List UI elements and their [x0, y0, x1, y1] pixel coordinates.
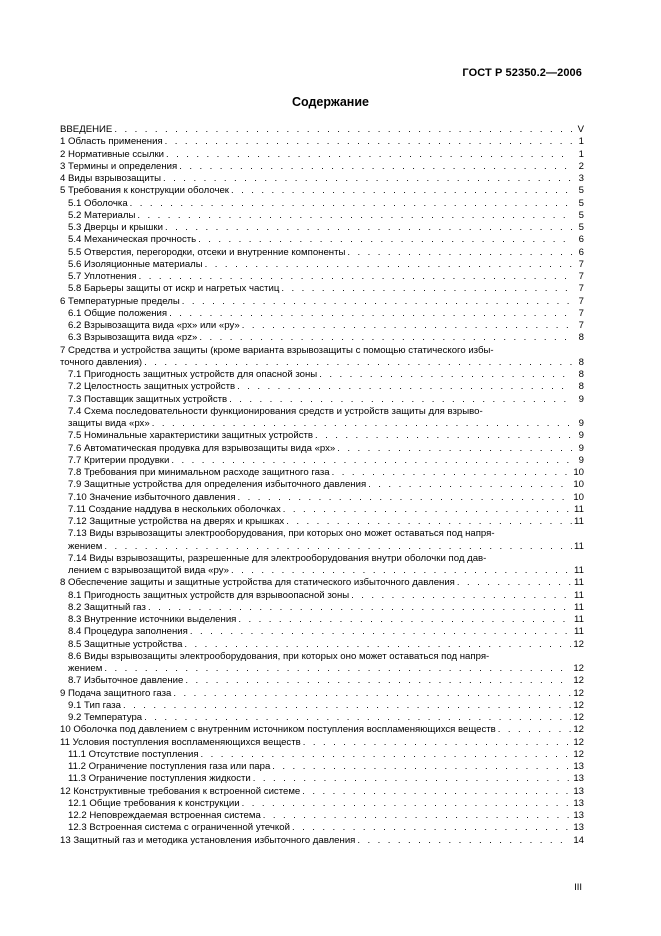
toc-entry-number: 7.14: [68, 552, 87, 564]
dot-leader: [104, 663, 571, 675]
toc-entry-title: Тип газа: [84, 699, 121, 711]
toc-entry-title: Требования при минимальном расходе защитного газа: [84, 467, 330, 478]
toc-entry[interactable]: [60, 345, 584, 370]
dot-leader: [231, 185, 572, 197]
toc-entry-number: 5.2: [68, 209, 82, 221]
toc-entry-number: 5.7: [68, 271, 82, 282]
toc-entry-page: 11: [574, 516, 584, 527]
dot-leader: [238, 492, 572, 504]
toc-entry-number: 7.2: [68, 381, 82, 393]
toc-entry-page: 8: [578, 381, 584, 393]
toc-entry[interactable]: [60, 675, 584, 687]
toc-entry-title: Защитные устройства для определения избыточного давления: [84, 479, 367, 491]
toc-entry-number: 11.1: [68, 748, 86, 760]
toc-entry-title: Защитный газ и методика установления избыточного давления: [73, 834, 356, 846]
toc-entry-number: 2: [60, 148, 66, 160]
toc-entry-title: Критерии продувки: [84, 454, 170, 466]
toc-entry[interactable]: [60, 443, 584, 455]
toc-entry-page: 11: [574, 626, 584, 638]
dot-leader: [171, 455, 572, 467]
toc-entry-page: 2: [578, 160, 584, 172]
toc-entry-title: Защитные устройства: [84, 638, 183, 650]
toc-entry-title-continued: лением с взрывозащитой вида «ру»: [68, 565, 229, 576]
toc-entry[interactable]: [60, 247, 584, 259]
toc-entry-number: 11.2: [68, 761, 86, 772]
dot-leader: [302, 786, 571, 798]
toc-entry-page: 1: [578, 136, 584, 148]
toc-entry-number: 12.2: [68, 810, 87, 821]
toc-entry-page: 7: [578, 271, 584, 282]
toc-entry-page: 11: [574, 565, 584, 576]
toc-entry-number: 11.3: [68, 773, 86, 785]
toc-entry[interactable]: [60, 271, 584, 283]
toc-entry-title: Конструктивные требования к встроенной системе: [73, 785, 301, 797]
toc-entry-number: 8.5: [68, 638, 82, 650]
toc-entry-number: 5.1: [68, 197, 82, 209]
toc-entry-number: 9.2: [68, 712, 82, 723]
toc-entry-page: 6: [578, 246, 584, 258]
toc-entry-page: 10: [573, 479, 584, 491]
toc-entry-title: Неповреждаемая встроенная система: [89, 810, 261, 821]
toc-entry[interactable]: [60, 479, 584, 491]
dot-leader: [286, 516, 572, 528]
toc-entry-number: 5.8: [68, 283, 82, 295]
toc-entry-title: Барьеры защиты от искр и нагретых частиц: [84, 283, 280, 295]
toc-entry[interactable]: [60, 712, 584, 724]
dot-leader: [272, 761, 571, 773]
toc-entry-page: 12: [573, 638, 584, 650]
toc-entry-title: Схема последовательности функционирования средств и устройств защиты для взрыво-: [84, 405, 483, 417]
toc-entry-number: 6.3: [68, 332, 82, 344]
dot-leader: [184, 639, 571, 651]
toc-entry-number: 6: [60, 295, 66, 307]
toc-entry-page: 12: [573, 675, 584, 687]
toc-entry-number: 8.1: [68, 589, 82, 601]
toc-entry-title: Встроенная система с ограниченной утечкой: [89, 822, 290, 834]
dot-leader: [173, 688, 571, 700]
toc-entry[interactable]: [60, 798, 584, 810]
toc-entry-number: 8.6: [68, 650, 82, 662]
toc-entry-number: 7.7: [68, 454, 82, 466]
toc-entry-page: 11: [574, 540, 584, 552]
toc-entry-page: 11: [574, 503, 584, 515]
toc-entry-page: 14: [573, 834, 584, 846]
toc-entry-number: 7.10: [68, 491, 87, 503]
toc-entry-page: 7: [578, 283, 584, 295]
dot-leader: [163, 173, 572, 185]
toc-entry-page: 10: [573, 491, 584, 503]
toc-entry-number: 7.11: [68, 503, 86, 515]
toc-entry[interactable]: [60, 467, 584, 479]
toc-entry-number: 9.1: [68, 699, 82, 711]
toc-entry[interactable]: [60, 185, 584, 197]
dot-leader: [139, 271, 572, 283]
dot-leader: [357, 835, 571, 847]
dot-leader: [242, 320, 572, 332]
toc-entry[interactable]: [60, 835, 584, 847]
toc-entry-title: Изоляционные материалы: [84, 258, 203, 270]
toc-entry-title: Избыточное давление: [84, 675, 184, 687]
dot-leader: [253, 773, 572, 785]
toc-entry-title: Номинальные характеристики защитных устройств: [84, 430, 313, 442]
toc-entry-title: Средства и устройства защиты (кроме варианта взрывозащиты с помощью статического избы-: [68, 344, 494, 356]
toc-entry[interactable]: [60, 773, 584, 785]
toc-entry-number: 7.1: [68, 369, 82, 380]
toc-entry-title: Область применения: [68, 136, 163, 148]
toc-entry-page: 8: [578, 332, 584, 344]
toc-entry-number: 5.3: [68, 222, 82, 233]
dot-leader: [498, 724, 572, 736]
toc-entry-title: Температурные пределы: [68, 295, 180, 307]
toc-entry-page: 13: [573, 810, 584, 821]
toc-entry[interactable]: [60, 749, 584, 761]
toc-title: Содержание: [291, 95, 369, 109]
toc-entry-page: 10: [573, 467, 584, 478]
toc-entry[interactable]: [60, 296, 584, 308]
toc-entry-title: Условия поступления воспламеняющихся веществ: [72, 736, 301, 748]
toc-entry[interactable]: [60, 173, 584, 185]
dot-leader: [137, 210, 572, 222]
toc-entry[interactable]: [60, 553, 584, 578]
page-number: III: [574, 882, 582, 893]
toc-entry[interactable]: [60, 149, 584, 161]
toc-entry-page: 5: [578, 197, 584, 209]
toc-entry-number: 9: [60, 687, 66, 699]
toc-entry[interactable]: [60, 124, 584, 136]
toc-entry-title: Подача защитного газа: [68, 687, 172, 699]
toc-entry-page: 9: [578, 393, 584, 405]
table-of-contents: [60, 124, 584, 847]
toc-entry-number: 7.12: [68, 516, 87, 527]
toc-entry[interactable]: [60, 492, 584, 504]
toc-entry-page: 9: [578, 418, 584, 429]
toc-entry[interactable]: [60, 577, 584, 589]
dot-leader: [205, 259, 572, 271]
toc-entry-title: Общие требования к конструкции: [89, 797, 240, 809]
dot-leader: [237, 381, 572, 393]
toc-entry[interactable]: [60, 430, 584, 442]
dot-leader: [337, 443, 572, 455]
dot-leader: [130, 198, 572, 210]
toc-entry-page: 5: [578, 222, 584, 233]
dot-leader: [281, 283, 572, 295]
dot-leader: [165, 222, 572, 234]
toc-entry-number: 8.4: [68, 626, 82, 638]
toc-entry-page: 7: [578, 307, 584, 319]
toc-entry-number: 5.5: [68, 246, 82, 258]
toc-entry-page: 11: [574, 601, 584, 613]
toc-entry-title-continued: жением: [68, 540, 103, 552]
toc-entry[interactable]: [60, 406, 584, 431]
toc-entry-number: 8.2: [68, 601, 82, 613]
toc-entry-page: 13: [573, 773, 584, 785]
toc-entry[interactable]: [60, 198, 584, 210]
toc-entry-page: 5: [578, 209, 584, 221]
toc-entry[interactable]: [60, 222, 584, 234]
toc-entry[interactable]: [60, 602, 584, 614]
toc-entry-title: Защитный газ: [84, 601, 146, 613]
dot-leader: [179, 161, 572, 173]
toc-entry-page: 9: [578, 442, 584, 454]
toc-entry-page: 9: [578, 454, 584, 466]
toc-entry-page: 12: [573, 724, 584, 736]
dot-leader: [166, 149, 572, 161]
dot-leader: [185, 675, 571, 687]
toc-entry-page: 13: [573, 761, 584, 772]
dot-leader: [231, 565, 572, 577]
toc-entry-number: 7.9: [68, 479, 82, 491]
toc-entry-page: 12: [573, 748, 584, 760]
toc-entry-number: 8: [60, 577, 66, 589]
toc-entry-title: Уплотнения: [84, 271, 137, 282]
toc-entry[interactable]: [60, 626, 584, 638]
toc-entry-title-continued: жением: [68, 663, 103, 674]
toc-entry[interactable]: [60, 308, 584, 320]
toc-entry-title: Обеспечение защиты и защитные устройства для статического избыточного давления: [68, 577, 455, 589]
toc-entry-title: Температура: [84, 712, 143, 723]
toc-entry[interactable]: [60, 614, 584, 626]
dot-leader: [242, 798, 572, 810]
toc-entry-title: Внутренние источники выделения: [84, 614, 237, 625]
dot-leader: [347, 247, 572, 259]
toc-entry-title: Материалы: [84, 209, 136, 221]
toc-entry[interactable]: [60, 394, 584, 406]
toc-entry-title: Оболочка под давлением с внутренним источником поступления воспламеняющихся веществ: [73, 724, 496, 736]
toc-entry-title: Процедура заполнения: [84, 626, 188, 638]
toc-entry[interactable]: [60, 283, 584, 295]
toc-entry[interactable]: [60, 320, 584, 332]
dot-leader: [368, 479, 571, 491]
toc-entry-page: 12: [573, 687, 584, 699]
toc-entry-page: 12: [573, 699, 584, 711]
toc-entry[interactable]: [60, 455, 584, 467]
dot-leader: [104, 541, 572, 553]
toc-entry-title: Виды взрывозащиты: [68, 173, 162, 184]
toc-entry-page: 13: [573, 797, 584, 809]
toc-entry-page: 3: [578, 173, 584, 184]
toc-entry-title: Взрывозащита вида «рz»: [84, 332, 198, 344]
toc-entry-page: 9: [578, 430, 584, 442]
toc-entry-title: Виды взрывозащиты электрооборудования, при которых оно может оставаться под напря-: [89, 528, 495, 540]
toc-entry-page: 8: [578, 369, 584, 380]
dot-leader: [182, 296, 572, 308]
toc-entry[interactable]: [60, 700, 584, 712]
toc-entry[interactable]: [60, 810, 584, 822]
dot-leader: [332, 467, 572, 479]
dot-leader: [283, 504, 572, 516]
toc-entry-number: 8.3: [68, 614, 82, 625]
toc-entry-number: 7.6: [68, 442, 82, 454]
toc-entry[interactable]: [60, 369, 584, 381]
toc-entry-number: 1: [60, 136, 66, 148]
toc-entry-title: Целостность защитных устройств: [84, 381, 236, 393]
toc-entry-title: Нормативные ссылки: [68, 148, 165, 160]
toc-entry-page: 8: [578, 356, 584, 368]
dot-leader: [457, 577, 572, 589]
dot-leader: [190, 626, 572, 638]
toc-entry[interactable]: [60, 136, 584, 148]
toc-entry-title: Виды взрывозащиты электрооборудования, при которых оно может оставаться под напря-: [84, 650, 490, 662]
toc-entry-number: 4: [60, 173, 66, 184]
toc-entry-number: 7.5: [68, 430, 82, 442]
toc-entry-title: Защитные устройства на дверях и крышках: [89, 516, 285, 527]
toc-entry-title: Поставщик защитных устройств: [84, 393, 228, 405]
document-code: ГОСТ Р 52350.2—2006: [462, 67, 582, 79]
toc-entry-page: 1: [578, 148, 584, 160]
toc-entry-page: 12: [573, 663, 584, 674]
toc-entry-page: 6: [578, 234, 584, 246]
toc-entry[interactable]: [60, 590, 584, 602]
toc-entry-title-continued: защиты вида «рх»: [68, 418, 150, 429]
toc-entry-number: 7: [60, 344, 66, 356]
toc-entry-page: 11: [574, 614, 584, 625]
toc-entry-title: Дверцы и крышки: [84, 222, 163, 233]
toc-entry-number: 7.4: [68, 405, 82, 417]
toc-entry-number: 12.1: [68, 797, 87, 809]
toc-entry-title: Ограничение поступления жидкости: [88, 773, 251, 785]
toc-entry[interactable]: [60, 504, 584, 516]
toc-entry-title: Автоматическая продувка для взрывозащиты вида «рх»: [84, 442, 336, 454]
toc-entry[interactable]: [60, 528, 584, 553]
toc-entry-number: 7.8: [68, 467, 82, 478]
toc-entry-page: 12: [573, 736, 584, 748]
toc-entry-title: Пригодность защитных устройств для опасной зоны: [84, 369, 318, 380]
dot-leader: [114, 124, 572, 136]
toc-entry-page: 7: [578, 320, 584, 331]
toc-entry[interactable]: [60, 332, 584, 344]
toc-entry[interactable]: [60, 651, 584, 676]
toc-entry[interactable]: [60, 234, 584, 246]
toc-entry-number: 7.3: [68, 393, 82, 405]
toc-entry-title: Общие положения: [84, 307, 168, 319]
toc-entry-number: 5.4: [68, 234, 82, 246]
dot-leader: [123, 700, 571, 712]
toc-entry-number: 6.2: [68, 320, 82, 331]
toc-entry-page: 7: [578, 258, 584, 270]
dot-leader: [229, 394, 572, 406]
dot-leader: [199, 332, 572, 344]
toc-entry-number: 12: [60, 785, 71, 797]
toc-entry-number: ВВЕДЕНИЕ: [60, 124, 113, 135]
toc-entry-number: 11: [60, 736, 70, 748]
dot-leader: [144, 357, 572, 369]
dot-leader: [144, 712, 571, 724]
toc-entry[interactable]: [60, 210, 584, 222]
toc-entry[interactable]: [60, 381, 584, 393]
dot-leader: [315, 430, 572, 442]
toc-entry[interactable]: [60, 822, 584, 834]
toc-entry[interactable]: [60, 786, 584, 798]
dot-leader: [292, 822, 571, 834]
toc-entry-page: 11: [574, 577, 584, 589]
toc-entry-title: Значение избыточного давления: [89, 491, 236, 503]
toc-entry-number: 7.13: [68, 528, 87, 540]
dot-leader: [319, 369, 572, 381]
toc-entry[interactable]: [60, 724, 584, 736]
toc-entry-page: 12: [573, 712, 584, 723]
toc-entry[interactable]: [60, 639, 584, 651]
toc-entry-title: Взрывозащита вида «рх» или «ру»: [84, 320, 240, 331]
toc-entry-title: Пригодность защитных устройств для взрывоопасной зоны: [84, 589, 350, 601]
toc-entry-title: Создание наддува в нескольких оболочках: [88, 503, 281, 515]
toc-entry-title-continued: точного давления): [60, 356, 143, 368]
dot-leader: [303, 737, 572, 749]
toc-entry[interactable]: [60, 161, 584, 173]
dot-leader: [198, 234, 572, 246]
toc-entry[interactable]: [60, 688, 584, 700]
toc-entry-page: 5: [578, 185, 584, 197]
toc-entry-title: Отсутствие поступления: [88, 748, 199, 760]
toc-entry-number: 5: [60, 185, 66, 197]
toc-entry[interactable]: [60, 761, 584, 773]
toc-entry-number: 8.7: [68, 675, 82, 687]
toc-entry-page: 7: [578, 295, 584, 307]
dot-leader: [152, 418, 572, 430]
toc-entry-title: Термины и определения: [68, 160, 178, 172]
dot-leader: [263, 810, 572, 822]
toc-entry-number: 10: [60, 724, 71, 736]
dot-leader: [165, 136, 572, 148]
toc-entry-page: 13: [573, 822, 584, 834]
toc-entry-page: 11: [574, 589, 584, 601]
dot-leader: [201, 749, 572, 761]
dot-leader: [238, 614, 572, 626]
dot-leader: [148, 602, 572, 614]
dot-leader: [169, 308, 572, 320]
toc-entry-title: Отверстия, перегородки, отсеки и внутренние компоненты: [84, 246, 346, 258]
toc-entry-title: Ограничение поступления газа или пара: [88, 761, 271, 772]
toc-entry-page: V: [577, 124, 584, 135]
toc-entry[interactable]: [60, 259, 584, 271]
toc-entry[interactable]: [60, 737, 584, 749]
toc-entry-title: Требования к конструкции оболочек: [68, 185, 229, 197]
toc-entry-number: 5.6: [68, 258, 82, 270]
toc-entry[interactable]: [60, 516, 584, 528]
toc-entry-title: Механическая прочность: [84, 234, 197, 246]
toc-entry-number: 13: [60, 834, 71, 846]
toc-entry-number: 6.1: [68, 307, 82, 319]
toc-entry-number: 12.3: [68, 822, 87, 834]
toc-entry-page: 13: [573, 785, 584, 797]
toc-entry-title: Оболочка: [84, 197, 128, 209]
dot-leader: [351, 590, 572, 602]
toc-entry-number: 3: [60, 160, 66, 172]
toc-entry-title: Виды взрывозащиты, разрешенные для электрооборудования внутри оболочки под дав-: [89, 552, 487, 564]
